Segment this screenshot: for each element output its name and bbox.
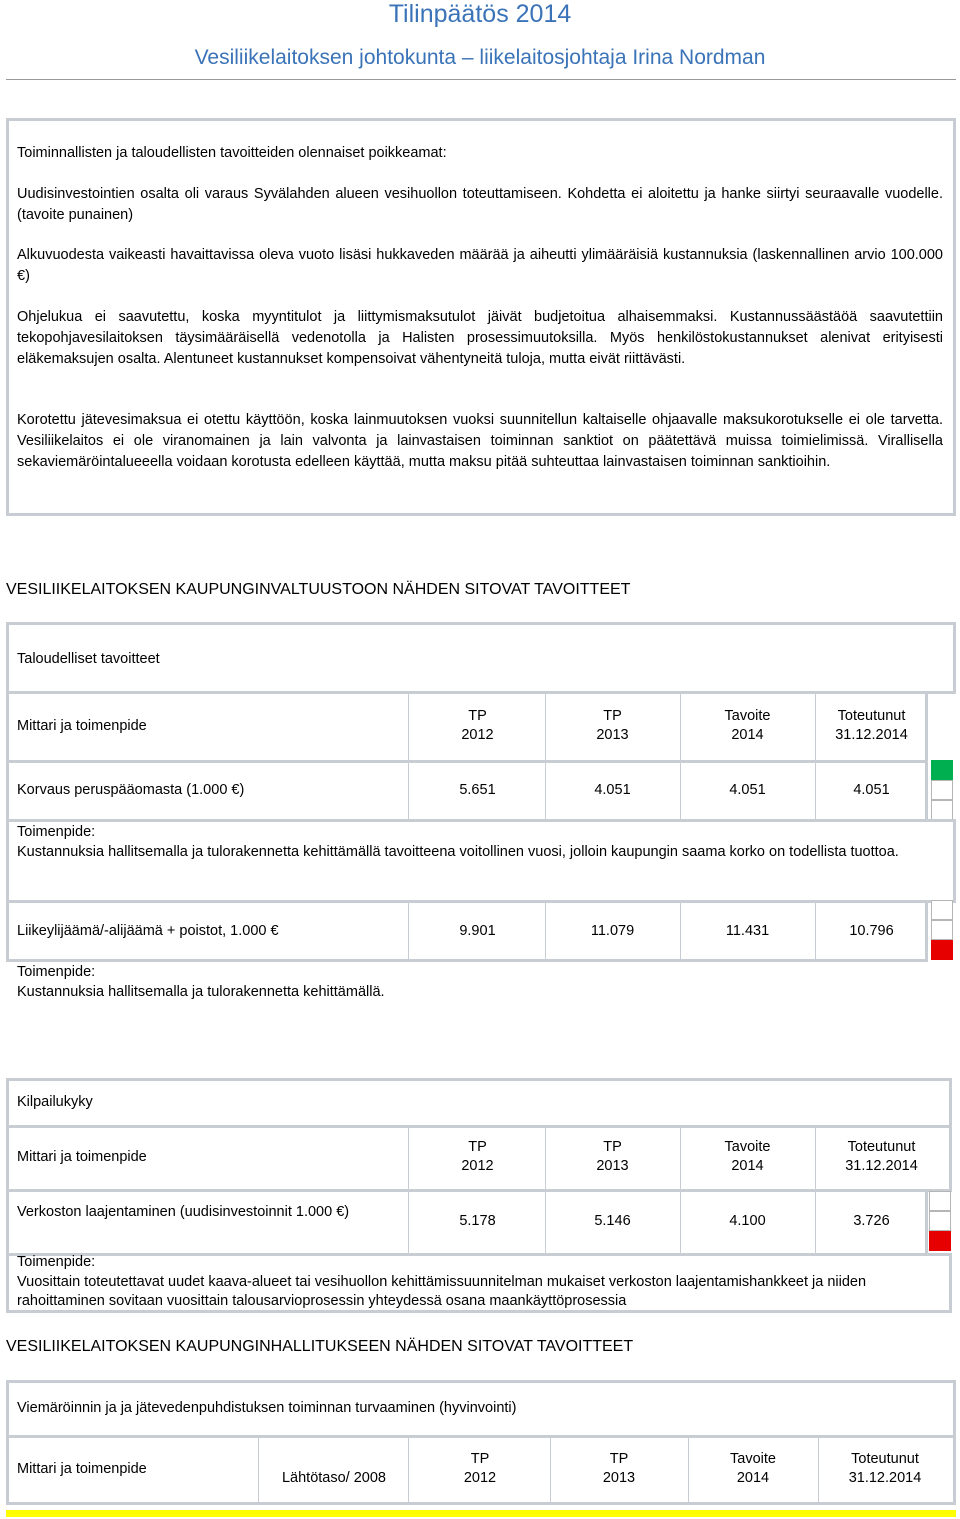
status-yellow-empty <box>929 1211 951 1231</box>
column-header-measure: Mittari ja toimenpide <box>17 1149 147 1165</box>
table3-title: Viemäröinnin ja ja jätevedenpuhdistuksen toiminnan turvaaminen (hyvinvointi) <box>17 1400 517 1416</box>
action-text: Toimenpide: Vuosittain toteutettavat uudet kaava-alueet tai vesihuollon kehittämissuunnitelman mukaiset verkoston laajentamishankkeet ja niiden rahoittaminen sovitaan vuosittain talousarvioprosessin yhteydessä osana maankäyttöprosessia <box>17 1254 867 1309</box>
page-title: Tilinpäätös 2014 <box>388 0 572 28</box>
column-header-actual: Toteutunut 31.12.2014 <box>835 708 908 743</box>
row-label: Liikeylijäämä/-alijäämä + poistot, 1.000 € <box>17 923 279 939</box>
column-header-tp2012: TP 2012 <box>461 708 494 743</box>
value-tp2013: 4.051 <box>594 782 631 798</box>
status-yellow-empty <box>931 920 953 940</box>
column-header-tp2013: TP 2013 <box>602 1451 636 1486</box>
deviations-paragraph: Ohjelukua ei saavutettu, koska myyntitulot ja liittymismaksutulot jäivät budjetoitua alhaisemmaksi. Kustannussäästäöä saavutettiin tekopohjavesilaitoksen täysimääräisellä vedenotolla ja Halisten prosessimuutoksilla. Myös henkilöstokustannukset alenivat erityisesti eläkemaksujen osalta. Alentuneet kustannukset kompensoivat vähentyneitä tuloja, mutta eivät riittävästi. <box>17 309 943 367</box>
page-subtitle: Vesiliikelaitoksen johtokunta – liikelaitosjohtaja Irina Nordman <box>194 46 766 69</box>
status-red <box>931 940 953 960</box>
value-actual: 3.726 <box>853 1213 890 1229</box>
status-green-empty <box>929 1191 951 1211</box>
column-header-baseline: Lähtötaso/ 2008 <box>281 1470 386 1486</box>
column-header-tp2012: TP 2012 <box>463 1451 497 1486</box>
value-target2014: 4.051 <box>729 782 766 798</box>
status-red-empty <box>931 800 953 820</box>
row-label: Verkoston laajentaminen (uudisinvestoinnit 1.000 €) <box>17 1204 350 1220</box>
column-header-tp2013: TP 2013 <box>596 1139 629 1174</box>
column-header-target2014: Tavoite 2014 <box>724 708 771 743</box>
action-text: Toimenpide: Kustannuksia hallitsemalla ja tulorakennetta kehittämällä. <box>17 964 385 1000</box>
value-target2014: 11.431 <box>725 923 770 939</box>
deviations-heading: Toiminnallisten ja taloudellisten tavoitteiden olennaiset poikkeamat: <box>17 145 447 161</box>
footer-highlight-bar <box>6 1510 956 1517</box>
column-header-target2014: Tavoite 2014 <box>730 1451 776 1486</box>
value-tp2012: 9.901 <box>459 923 496 939</box>
column-header-actual: Toteutunut 31.12.2014 <box>848 1451 922 1486</box>
table1-title: Taloudelliset tavoitteet <box>17 651 160 667</box>
table2-title: Kilpailukyky <box>17 1094 93 1110</box>
deviations-paragraph: Uudisinvestointien osalta oli varaus Syvälahden alueen vesihuollon toteuttamiseen. Kohdetta ei aloitettu ja hanke siirtyi seuraavalle vuodelle. (tavoite punainen) <box>17 186 943 223</box>
status-yellow-empty <box>931 780 953 800</box>
deviations-paragraph: Korotettu jätevesimaksua ei otettu käyttöön, koska lainmuutoksen vuoksi suunnitellun kaltaiselle ohjaavalle maksukorotukselle ei ole tarvetta. Vesiliikelaitos ei ole viranomainen ja lain valvonta ja lainvastaisen toiminnan sanktiot on päätettävä muissa toimielimissä. Virallisella sekaviemäröintalueeella voidaan korotusta edelleen käyttää, mutta maksu pitää suhteuttaa lainvastaisen toiminnan sanktioihin. <box>17 412 943 470</box>
column-header-measure: Mittari ja toimenpide <box>17 718 147 734</box>
action-text: Toimenpide: Kustannuksia hallitsemalla ja tulorakennetta kehittämällä tavoitteena voitollinen vuosi, jolloin kaupungin saama korko on todellista tuottoa. <box>17 824 899 860</box>
deviations-paragraph: Alkuvuodesta vaikeasti havaittavissa oleva vuoto lisäsi hukkaveden määrää ja aiheutti ylimääräisiä kustannuksia (laskennallinen arvio 100.000 €) <box>17 247 943 284</box>
column-header-measure: Mittari ja toimenpide <box>17 1461 147 1477</box>
value-target2014: 4.100 <box>729 1213 766 1229</box>
row-label: Korvaus peruspääomasta (1.000 €) <box>17 782 245 798</box>
table2-title-box <box>6 1078 952 1128</box>
section-heading: VESILIIKELAITOKSEN KAUPUNGINVALTUUSTOON NÄHDEN SITOVAT TAVOITTEET <box>6 581 631 598</box>
value-tp2012: 5.651 <box>459 782 496 798</box>
section-heading: VESILIIKELAITOKSEN KAUPUNGINHALLITUKSEEN NÄHDEN SITOVAT TAVOITTEET <box>6 1338 634 1355</box>
value-actual: 10.796 <box>849 923 894 939</box>
value-tp2012: 5.178 <box>459 1213 496 1229</box>
column-header-tp2013: TP 2013 <box>596 708 629 743</box>
column-header-target2014: Tavoite 2014 <box>724 1139 771 1174</box>
column-header-actual: Toteutunut 31.12.2014 <box>845 1139 918 1174</box>
header-divider <box>6 79 956 80</box>
status-green-empty <box>931 900 953 920</box>
value-actual: 4.051 <box>853 782 890 798</box>
value-tp2013: 11.079 <box>590 923 635 939</box>
column-header-tp2012: TP 2012 <box>461 1139 494 1174</box>
status-green <box>931 760 953 780</box>
value-tp2013: 5.146 <box>594 1213 631 1229</box>
status-red <box>929 1231 951 1251</box>
